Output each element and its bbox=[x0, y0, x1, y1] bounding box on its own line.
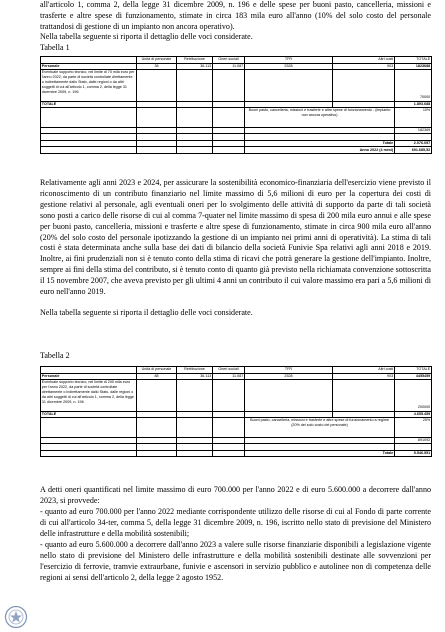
table1-cell: 2.076.057 bbox=[395, 140, 432, 147]
table1-cell: Eventuale supporto tecnico, nel limite di 70 mila euro per l'anno 2022, da parte di società controllate direttamente o indirettamente dallo Stato, dalle regioni o da altri soggetti di cui all'articolo 1, comma 2, della legge 31 dicembre 2009, n. 196 bbox=[41, 70, 137, 102]
table1-cell: 11.087 bbox=[213, 63, 245, 70]
table2-cell: 88 bbox=[137, 373, 177, 380]
table2-cell: 2528 bbox=[245, 373, 333, 380]
table2-header-cell: Oneri sociali bbox=[213, 367, 245, 374]
table2-cell: 11.087 bbox=[213, 373, 245, 380]
table2-row-buoni bbox=[41, 418, 432, 438]
table2-cell: 36.113 bbox=[177, 373, 213, 380]
table1-row-buoni bbox=[41, 108, 432, 128]
table2-cell: Buoni pasto, cancelleria, missioni e trasferte e altre spese di funzionamento a regime (20% del solo costo del personale) bbox=[245, 418, 395, 438]
paragraph-oneri: A detti oneri quantificati nel limite massimo di euro 700.000 per l'anno 2022 e di euro 5.600.000 a decorrere dall'anno 2023, si provvede: bbox=[40, 485, 431, 505]
table2-cell: 4.655.459 bbox=[395, 411, 432, 418]
table1-cell: 36.113 bbox=[177, 63, 213, 70]
table1-header-cell: Oneri sociali bbox=[213, 57, 245, 64]
table2-cell: Personale bbox=[41, 373, 137, 380]
table2-header-cell: Retribuzione bbox=[177, 367, 213, 374]
table2-header-cell: Altri costi bbox=[333, 367, 395, 374]
table1-cell: 182369 bbox=[395, 127, 432, 134]
paragraph-table2-intro: Nella tabella seguente si riporta il dettaglio delle voci considerate. bbox=[40, 308, 253, 317]
seal-icon bbox=[4, 605, 28, 629]
table1-row-spacer bbox=[41, 134, 432, 141]
table2-row-spacer bbox=[41, 444, 432, 451]
table-2 bbox=[40, 366, 432, 457]
table2-cell: TOTALE bbox=[41, 411, 137, 418]
paragraph-bullet-2023: - quanto ad euro 5.600.000 a decorrere dall'anno 2023 a valere sulle risorse finanziarie disponibili a legislazione vigente nello stato di previsione del Ministero delle infrastrutture e della mobilità sostenibili destinate alle sovvenzioni per l'esercizio di ferrovie, tramvie extraurbane, funivie e ascensori in servizio pubblico e autolinee non di competenza delle regioni ai sensi dell'articolo 2, della legge 2 agosto 1952. bbox=[40, 540, 431, 582]
table1-header-cell: Retribuzione bbox=[177, 57, 213, 64]
table1-cell: 1.893.688 bbox=[395, 101, 432, 108]
table1-cell: Totale bbox=[245, 140, 395, 147]
table-1 bbox=[40, 56, 432, 154]
table2-cell: 891092 bbox=[395, 437, 432, 444]
table1-header-cell: Altri costi bbox=[333, 57, 395, 64]
table2-cell: 903 bbox=[333, 373, 395, 380]
table1-cell: 1823688 bbox=[395, 63, 432, 70]
table2-cell: 4455459 bbox=[395, 373, 432, 380]
table2-cell: 200000 bbox=[395, 380, 432, 412]
table1-cell: 903 bbox=[333, 63, 395, 70]
paragraph-2023-2024: Relativamente agli anni 2023 e 2024, per assicurare la sostenibilità economico-finanziaria dell'esercizio viene previsto il riconoscimento di un contributo finanziario nel limite massimo di 5,6 milioni di euro per la copertura dei costi di gestione relativi al personale, agli eventuali oneri per lo svolgimento delle attività di supporto da parte di tali società sono posti a carico delle risorse di cui al comma 7-quater nel limite massimo di spesa di 200 mila euro annui e alle spese per buoni pasto, cancelleria, missioni e trasferte e altre spese di funzionamento, stimate in circa 900 mila euro all'anno (20% del solo costo del personale ipotizzando la gestione di un impianto nei primi anni di operatività). La stima di tali costi è stata determinata anche sulla base dei dati di bilancio della società Funivie Spa relativi agli anni 2018 e 2019. Inoltre, ai fini prudenziali non si è tenuto conto della stima di ricavi che potrà generare la gestione dell'impianto. Inoltre, sempre ai fini della stima del contributo, si è tenuto conto di quanto già previsto nella richiamata convenzione sottoscritta il 15 novembre 2007, che aveva previsto per gli ultimi 4 anni un contributo il cui valore massimo era pari a 5,6 milioni di euro nell'anno 2019. bbox=[40, 178, 431, 297]
table1-cell: Buoni pasto, cancelleria, missioni e trasferte e altre spese di funzionamento - (impianto non ancora operativo) bbox=[245, 108, 395, 128]
paragraph-intro: all'articolo 1, comma 2, della legge 31 dicembre 2009, n. 196 e delle spese per buoni pasto, cancelleria, missioni e trasferte e altre spese di funzionamento, stimate in circa 183 mila euro all'anno (10% del solo costo del personale trattandosi di gestione di un impianto non ancora operativo). bbox=[40, 0, 431, 31]
table1-cell: TOTALE bbox=[41, 101, 137, 108]
table2-label: Tabella 2 bbox=[40, 351, 70, 360]
table2-cell: 20% bbox=[395, 418, 432, 438]
table2-row-sum bbox=[41, 450, 432, 457]
table1-cell: Anno 2022 (4 mesi) bbox=[245, 147, 395, 154]
table2-cell: 5.546.551 bbox=[395, 450, 432, 457]
table1-cell: 36 bbox=[137, 63, 177, 70]
table1-header-cell: TOTALE bbox=[395, 57, 432, 64]
table1-row-anno bbox=[41, 147, 432, 154]
table2-header-cell: TFR bbox=[245, 367, 333, 374]
table1-cell: Personale bbox=[41, 63, 137, 70]
table1-header-cell: Unità di personale bbox=[137, 57, 177, 64]
table1-cell: 2528 bbox=[245, 63, 333, 70]
table1-row-supporto bbox=[41, 70, 432, 102]
table2-row-supporto bbox=[41, 380, 432, 412]
paragraph-bullet-2022: - quanto ad euro 700.000 per l'anno 2022 mediante corrispondente utilizzo delle risorse di cui al Fondo di parte corrente di cui all'articolo 34-ter, comma 5, della legge 31 dicembre 2009, n. 196, iscritto nello stato di previsione del Ministero delle infrastrutture e della mobilità sostenibili; bbox=[40, 507, 431, 538]
table2-header-cell: TOTALE bbox=[395, 367, 432, 374]
table1-cell: 691.685,52 bbox=[395, 147, 432, 154]
table2-cell: Totale bbox=[245, 450, 395, 457]
table2-header-cell: Unità di personale bbox=[137, 367, 177, 374]
table1-label: Tabella 1 bbox=[40, 43, 70, 52]
table1-cell: 70000 bbox=[395, 70, 432, 102]
paragraph-table1-intro: Nella tabella seguente si riporta il dettaglio delle voci considerate. bbox=[40, 32, 253, 41]
table2-cell: Eventuale supporto tecnico, nel limite di 200 mila euro per l'anno 2022, da parte di società controllate direttamente o indirettamente dallo Stato, dalle regioni o da altri soggetti di cui all'articolo 1, comma 2, della legge 31 dicembre 2009, n. 196 bbox=[41, 380, 137, 412]
table1-header-cell: TFR bbox=[245, 57, 333, 64]
table1-cell: 10% bbox=[395, 108, 432, 128]
